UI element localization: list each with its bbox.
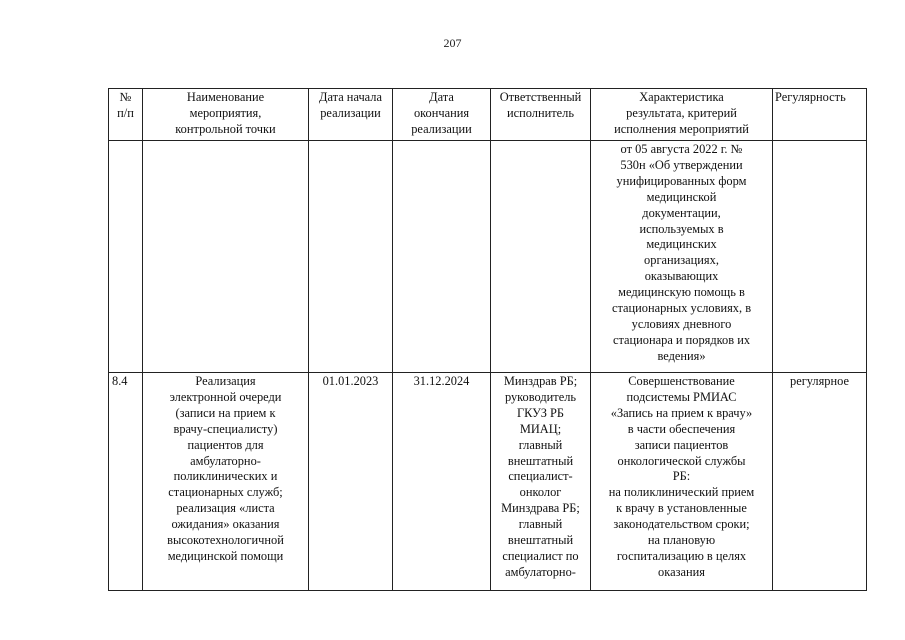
- cell-end-date: 31.12.2024: [393, 373, 491, 591]
- header-name: Наименование мероприятия, контрольной точки: [143, 89, 309, 141]
- cell-responsible: [491, 141, 591, 373]
- cell-num: 8.4: [109, 373, 143, 591]
- cell-regularity: регулярное: [773, 373, 867, 591]
- cell-responsible: Минздрав РБ; руководитель ГКУЗ РБ МИАЦ; главный внештатный специалист- онколог Минздрава РБ; главный внештатный специалист по амбулаторно-: [491, 373, 591, 591]
- cell-end-date: [393, 141, 491, 373]
- header-regularity: Регулярность: [773, 89, 867, 141]
- cell-result: Совершенствование подсистемы РМИАС «Запись на прием к врачу» в части обеспечения записи пациентов онкологической службы РБ: на поликлинический прием к врачу в установленные законодательством сроки; на плановую госпитализацию в целях оказания: [591, 373, 773, 591]
- table-row: [109, 373, 867, 591]
- cell-result: от 05 августа 2022 г. № 530н «Об утверждении унифицированных форм медицинской документации, используемых в медицинских организациях, оказывающих медицинскую помощь в стационарных условиях, в условиях дневного стационара и порядков их ведения»: [591, 141, 773, 373]
- header-result: Характеристика результата, критерий исполнения мероприятий: [591, 89, 773, 141]
- cell-name: [143, 141, 309, 373]
- table-row: [109, 141, 867, 373]
- header-responsible: Ответственный исполнитель: [491, 89, 591, 141]
- header-end-date: Дата окончания реализации: [393, 89, 491, 141]
- header-num: № п/п: [109, 89, 143, 141]
- cell-regularity: [773, 141, 867, 373]
- cell-start-date: [309, 141, 393, 373]
- page-number: 207: [443, 36, 462, 50]
- cell-name: Реализация электронной очереди (записи на прием к врачу-специалисту) пациентов для амбулаторно- поликлинических и стационарных служб; реализация «листа ожидания» оказания высокотехнологичной медицинской помощи: [143, 373, 309, 591]
- plan-table: [108, 88, 867, 591]
- cell-start-date: 01.01.2023: [309, 373, 393, 591]
- table-header-row: [109, 89, 867, 141]
- cell-num: [109, 141, 143, 373]
- header-start-date: Дата начала реализации: [309, 89, 393, 141]
